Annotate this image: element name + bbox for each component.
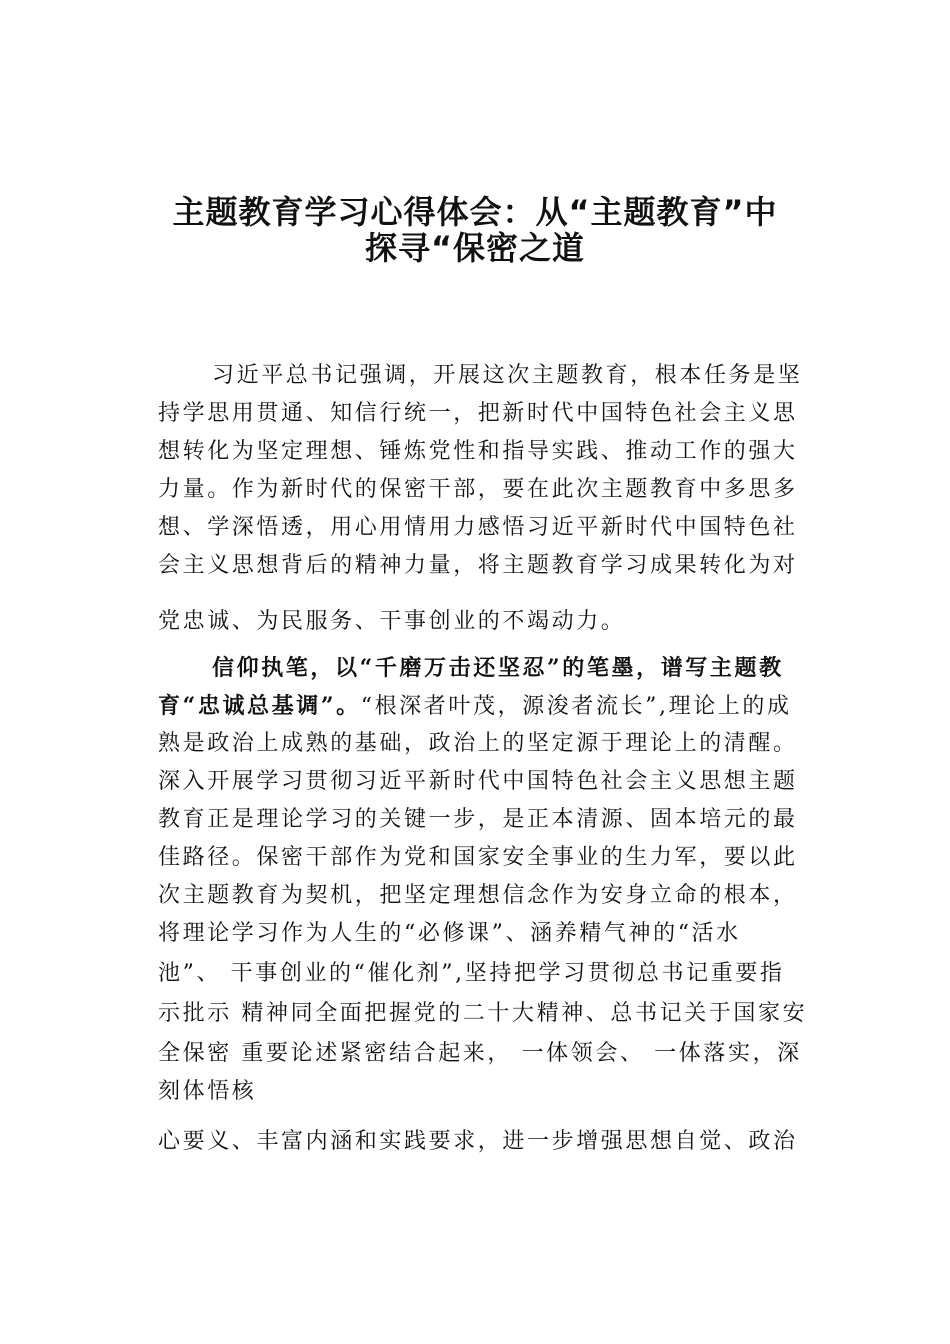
paragraph-2-line: 池”、 干事创业的“催化剂”,坚持把学习贯彻总书记重要指 xyxy=(158,961,785,986)
paragraph-2-line: 心要义、丰富内涵和实践要求，进一步增强思想自觉、政治 xyxy=(158,1129,798,1154)
paragraph-2-line: 将理论学习作为人生的“必修课”、涵养精气神的“活水 xyxy=(158,921,741,946)
document-title-line-2: 探寻“保密之道 xyxy=(364,229,586,267)
paragraph-1-line: 力量。作为新时代的保密干部，要在此次主题教育中多思多 xyxy=(158,477,798,502)
paragraph-2-line: 示批示 精神同全面把握党的二十大精神、总书记关于国家安 xyxy=(158,1001,808,1026)
paragraph-2-line: 教育正是理论学习的关键一步，是正本清源、固本培元的最 xyxy=(158,807,798,832)
paragraph-1-line: 持学思用贯通、知信行统一，把新时代中国特色社会主义思 xyxy=(158,401,798,426)
paragraph-2-line: 佳路径。保密干部作为党和国家安全事业的生力军，要以此 xyxy=(158,845,798,870)
paragraph-2-line: 次主题教育为契机，把坚定理想信念作为安身立命的根本， xyxy=(158,883,798,908)
paragraph-1-line: 习近平总书记强调，开展这次主题教育，根本任务是坚 xyxy=(212,363,803,388)
paragraph-1-line: 会主义思想背后的精神力量，将主题教育学习成果转化为对 xyxy=(158,553,798,578)
document-title-line-1: 主题教育学习心得体会：从“主题教育”中 xyxy=(172,193,778,231)
paragraph-1-line: 想、学深悟透，用心用情用力感悟习近平新时代中国特色社 xyxy=(158,515,798,540)
paragraph-2-heading-line: 信仰执笔，以“千磨万击还坚忍”的笔墨，谱写主题教 xyxy=(212,655,784,681)
paragraph-2-line: 熟是政治上成熟的基础，政治上的坚定源于理论上的清醒。 xyxy=(158,731,798,756)
paragraph-2-line: 全保密 重要论述紧密结合起来， 一体领会、 一体落实，深 xyxy=(158,1041,802,1066)
paragraph-2-heading-end: 育“忠诚总基调”。 xyxy=(158,693,361,719)
paragraph-2-line: 深入开展学习贯彻习近平新时代中国特色社会主义思想主题 xyxy=(158,769,798,794)
paragraph-1-line: 想转化为坚定理想、锤炼党性和指导实践、推动工作的强大 xyxy=(158,439,798,464)
paragraph-2-line xyxy=(158,688,838,725)
paragraph-2-line: 刻体悟核 xyxy=(158,1079,257,1104)
paragraph-2-quote: “根深者叶茂，源浚者流长”,理论上的成 xyxy=(360,694,792,719)
paragraph-1-line: 党忠诚、为民服务、干事创业的不竭动力。 xyxy=(158,609,626,634)
